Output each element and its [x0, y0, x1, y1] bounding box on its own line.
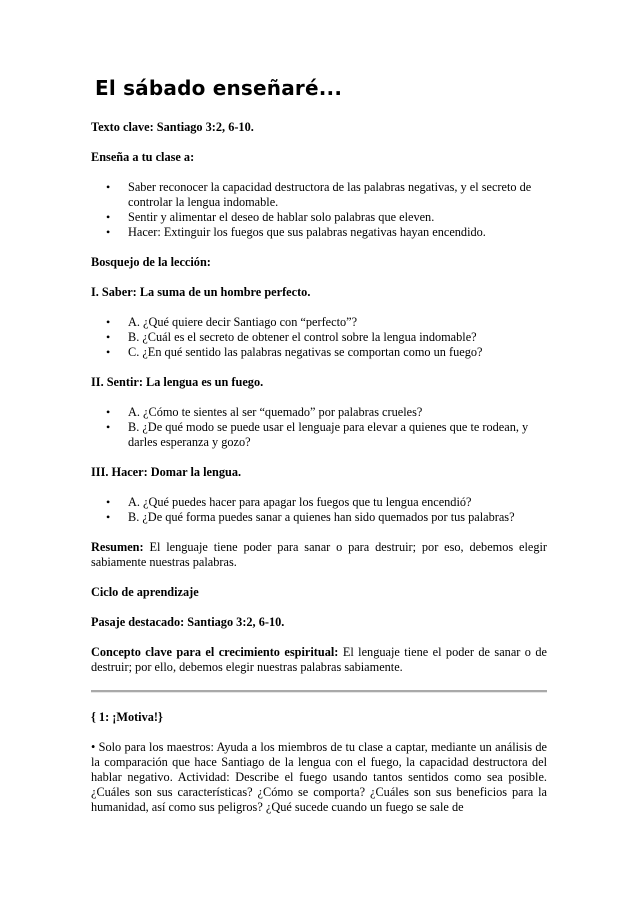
concept-paragraph: [91, 645, 547, 675]
list-item: • A. ¿Qué quiere decir Santiago con “perfecto”?: [91, 315, 547, 330]
list-item: • A. ¿Qué puedes hacer para apagar los fuegos que tu lengua encendió?: [91, 495, 547, 510]
section-heading: II. Sentir: La lengua es un fuego.: [91, 375, 264, 389]
list-item: • B. ¿Cuál es el secreto de obtener el control sobre la lengua indomable?: [91, 330, 547, 345]
page-title: El sábado enseñaré...: [95, 76, 343, 100]
motiva-heading: { 1: ¡Motiva!}: [91, 710, 163, 724]
section3-list: [91, 495, 547, 525]
key-text: Texto clave: Santiago 3:2, 6-10.: [91, 120, 254, 134]
teach-heading: Enseña a tu clase a:: [91, 150, 195, 164]
concept-text: El lenguaje tiene el poder de sanar o de destruir; por ello, debemos elegir nuestras palabras sabiamente.: [91, 645, 548, 674]
list-item: • B. ¿De qué forma puedes sanar a quienes han sido quemados por tus palabras?: [91, 510, 547, 525]
section1-list: [91, 315, 547, 360]
summary-text: El lenguaje tiene poder para sanar o para destruir; por eso, debemos elegir sabiamente nuestras palabras.: [91, 540, 547, 569]
passage-line: Pasaje destacado: Santiago 3:2, 6-10.: [91, 615, 285, 629]
concept-label: Concepto clave para el crecimiento espiritual:: [91, 645, 339, 659]
list-item: • Sentir y alimentar el deseo de hablar solo palabras que eleven.: [91, 210, 547, 225]
list-item: • Hacer: Extinguir los fuegos que sus palabras negativas hayan encendido.: [91, 225, 547, 240]
section-heading: III. Hacer: Domar la lengua.: [91, 465, 242, 479]
document-page: [91, 76, 547, 815]
teach-list: [91, 180, 547, 240]
list-item: • A. ¿Cómo te sientes al ser “quemado” por palabras crueles?: [91, 405, 547, 420]
list-item: • Saber reconocer la capacidad destructora de las palabras negativas, y el secreto de controlar la lengua indomable.: [91, 180, 547, 210]
section2-list: [91, 405, 547, 450]
summary-label: Resumen:: [91, 540, 144, 554]
cycle-heading: Ciclo de aprendizaje: [91, 585, 199, 599]
motiva-paragraph: • Solo para los maestros: Ayuda a los miembros de tu clase a captar, mediante un análisis de la comparación que hace Santiago de la lengua con el fuego, la capacidad destructora del hablar negativo. Actividad: Describe el fuego usando tantos sentidos como sea posible. ¿Cuáles son sus características? ¿Cómo se comporta? ¿Cuáles son sus beneficios para la humanidad, así como sus peligros? ¿Qué sucede cuando un fuego se sale de: [91, 740, 547, 814]
list-item: • B. ¿De qué modo se puede usar el lenguaje para elevar a quienes que te rodean, y darles esperanza y gozo?: [91, 420, 547, 450]
list-item: • C. ¿En qué sentido las palabras negativas se comportan como un fuego?: [91, 345, 547, 360]
summary-paragraph: [91, 540, 547, 570]
outline-heading: Bosquejo de la lección:: [91, 255, 211, 269]
section-heading: I. Saber: La suma de un hombre perfecto.: [91, 285, 311, 299]
